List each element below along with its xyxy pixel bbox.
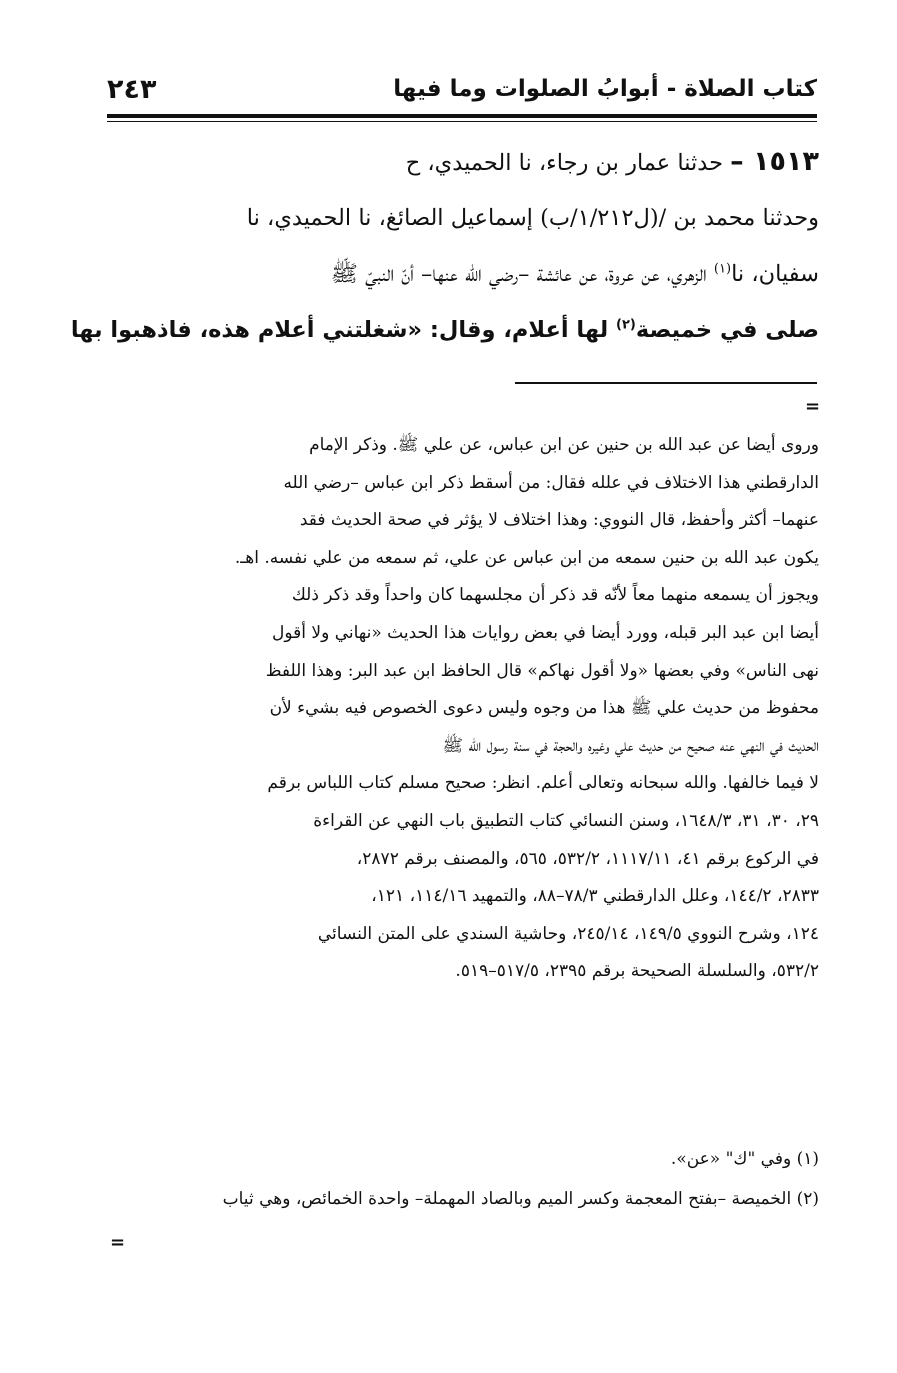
commentary-line: في الركوع برقم ٤١، ١١١٧/١١، ٥٣٢/٢، ٥٦٥، والمصنف برقم ٢٨٧٢، (356, 848, 819, 869)
hadith-line-4-text: لها أعلام، وقال: «شغلتني أعلام هذه، فاذهبوا بها (70, 317, 609, 343)
hadith-line-4 (70, 302, 819, 358)
continuation-mark-bottom: = (110, 1232, 126, 1253)
footnotes (107, 1139, 819, 1219)
hadith-line-3-text: الزهري، عن عروة، عن عائشة –رضي الله عنها– أنّ النبيّ ﷺ (330, 261, 707, 287)
footnote-2: (٢) الخميصة –بفتح المعجمة وكسر الميم وبالصاد المهملة– واحدة الخمائص، وهي ثياب (222, 1189, 819, 1209)
header-rule-thin (107, 121, 817, 122)
continuation-mark-top: = (805, 396, 821, 417)
hadith-number: ١٥١٣ – (730, 146, 819, 177)
hadith-line-1-text: حدثنا عمار بن رجاء، نا الحميدي، ح (405, 150, 724, 176)
commentary-line: الحديث في النهي عنه صحيح من حديث علي وغيره والحجة في سنة رسول الله ﷺ (442, 735, 819, 756)
footnote-separator (515, 382, 817, 384)
hadith-line-3-prefix: سفيان، نا (731, 261, 819, 287)
page-number: ٢٤٣ (107, 74, 157, 105)
hadith-text (70, 134, 819, 358)
commentary-block (107, 427, 819, 991)
commentary-line: يكون عبد الله بن حنين سمعه من ابن عباس عن علي، ثم سمعه من علي نفسه. اهـ. (234, 547, 819, 568)
commentary-line: ٢٨٣٣، ١٤٤/٢، وعلل الدارقطني ٧٨/٣–٨٨، والتمهيد ١١٤/١٦، ١٢١، (371, 886, 819, 907)
footnote-marker-2: (٢) (616, 317, 636, 333)
commentary-line: عنهما– أكثر وأحفظ، قال النووي: وهذا اختلاف لا يؤثر في صحة الحديث فقد (299, 510, 819, 531)
commentary-line: أيضا ابن عبد البر قبله، وورد أيضا في بعض روايات هذا الحديث «نهاني ولا أقول (272, 622, 819, 643)
hadith-line-4-prefix: صلى في خميصة (635, 317, 819, 343)
hadith-line-1 (107, 134, 819, 190)
commentary-line: الدارقطني هذا الاختلاف في علله فقال: من أسقط ذكر ابن عباس –رضي الله (283, 472, 819, 493)
footnote-marker-1: (١) (713, 261, 732, 277)
commentary-line: وروى أيضا عن عبد الله بن حنين عن ابن عباس، عن علي ﷺ. وذكر الإمام (309, 435, 819, 455)
commentary-line: لا فيما خالفها. والله سبحانه وتعالى أعلم. انظر: صحيح مسلم كتاب اللباس برقم (267, 773, 819, 794)
hadith-line-2: وحدثنا محمد بن /(ل١/٢١٢/ب) إسماعيل الصائغ، نا الحميدي، نا (246, 205, 819, 231)
commentary-line: نهى الناس» وفي بعضها «ولا أقول نهاكم» قال الحافظ ابن عبد البر: وهذا اللفظ (265, 660, 819, 681)
running-header (107, 70, 817, 110)
commentary-line: ويجوز أن يسمعه منهما معاً لأنّه قد ذكر أن مجلسهما كان واحداً وقد ذكر ذلك (291, 585, 819, 606)
hadith-line-3 (107, 246, 819, 302)
commentary-line: ٥٣٢/٢، والسلسلة الصحيحة برقم ٢٣٩٥، ٥١٧/٥–٥١٩. (455, 961, 819, 982)
commentary-line: ٢٩، ٣٠، ٣١، ١٦٤٨/٣، وسنن النسائي كتاب التطبيق باب النهي عن القراءة (313, 810, 819, 831)
footnote-1: (١) وفي "ك" «عن». (670, 1149, 819, 1169)
commentary-line: محفوظ من حديث علي ﷺ هذا من وجوه وليس دعوى الخصوص فيه بشيء لأن (269, 698, 819, 719)
header-title: كتاب الصلاة - أبوابُ الصلوات وما فيها (393, 76, 817, 102)
header-rule-thick (107, 114, 817, 118)
commentary-line: ١٢٤، وشرح النووي ١٤٩/٥، ٢٤٥/١٤، وحاشية السندي على المتن النسائي (317, 923, 819, 944)
